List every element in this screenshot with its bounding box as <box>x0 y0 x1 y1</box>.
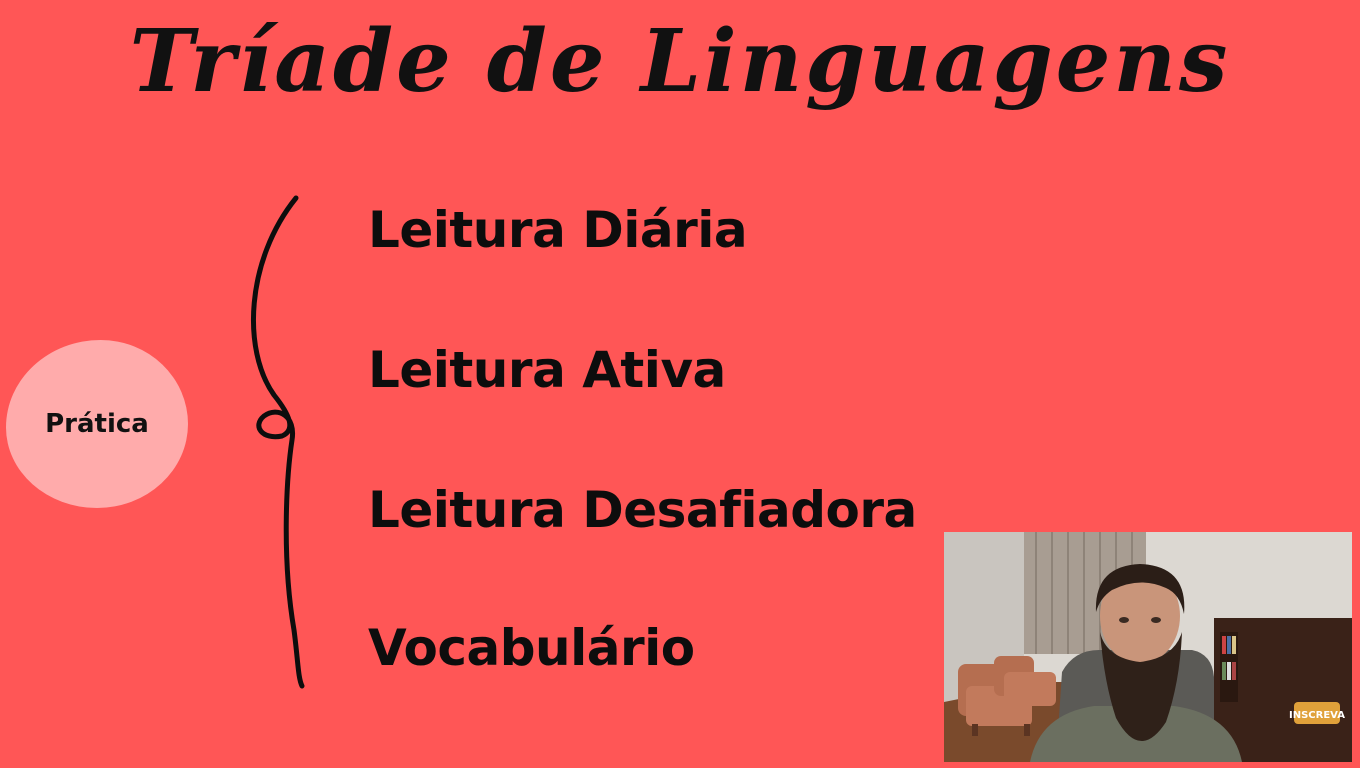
list-item-leitura-desafiadora: Leitura Desafiadora <box>368 481 917 539</box>
list-item-leitura-diaria: Leitura Diária <box>368 201 748 259</box>
subscribe-badge-label: INSCREVA <box>1289 710 1345 721</box>
category-bubble <box>6 340 188 508</box>
curly-brace <box>240 190 320 690</box>
bookshelf <box>1214 618 1352 762</box>
list-item-leitura-ativa: Leitura Ativa <box>368 341 726 399</box>
list-item-vocabulario: Vocabulário <box>368 619 695 677</box>
webcam-overlay <box>944 532 1352 762</box>
slide-title: Tríade de Linguagens <box>129 11 1231 112</box>
category-label: Prática <box>45 409 149 439</box>
webcam-scene <box>944 532 1352 762</box>
subscribe-badge <box>1289 702 1345 724</box>
